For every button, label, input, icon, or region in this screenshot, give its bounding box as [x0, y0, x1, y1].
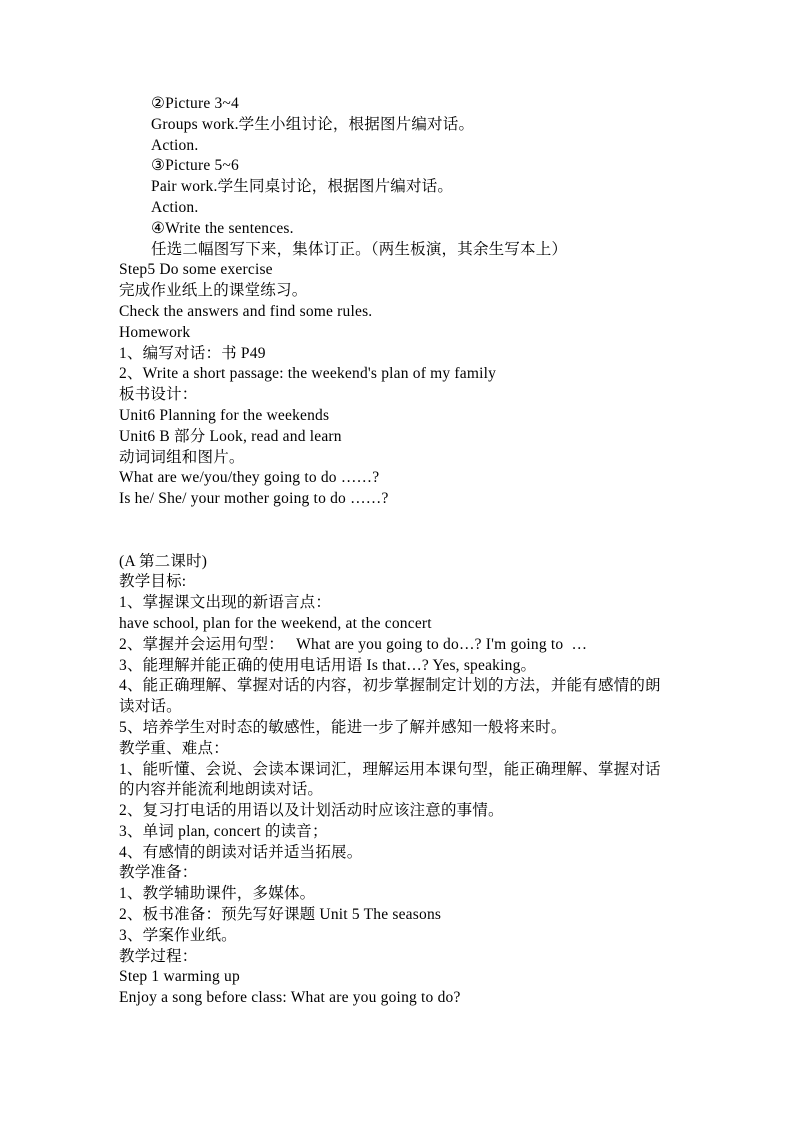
- text-line: Unit6 B 部分 Look, read and learn: [119, 427, 342, 445]
- text-line: 3、学案作业纸。: [119, 926, 237, 944]
- text-line: Step 1 warming up: [119, 968, 240, 986]
- text-line: Enjoy a song before class: What are you going to do?: [119, 989, 461, 1007]
- text-line: 板书设计：: [119, 386, 198, 404]
- text-line: 5、培养学生对时态的敏感性，能进一步了解并感知一般将来时。: [119, 718, 567, 736]
- blank-line: [119, 531, 681, 552]
- text-line: ②Picture 3~4: [151, 95, 239, 112]
- text-line: Pair work.学生同桌讨论，根据图片编对话。: [151, 178, 454, 196]
- text-line: 4、有感情的朗读对话并适当拓展。: [119, 843, 363, 861]
- text-line: Action.: [151, 136, 199, 154]
- text-line: 2、复习打电话的用语以及计划活动时应该注意的事情。: [119, 802, 504, 820]
- text-line: 完成作业纸上的课堂练习。: [119, 282, 308, 300]
- text-line: ④Write the sentences.: [151, 219, 294, 237]
- text-line: 3、能理解并能正确的使用电话用语 Is that…? Yes, speaking。: [119, 656, 537, 674]
- text-line: Step5 Do some exercise: [119, 261, 273, 279]
- text-line: 教学重、难点：: [119, 739, 229, 757]
- text-line: 1、掌握课文出现的新语言点：: [119, 594, 332, 612]
- text-line: have school, plan for the weekend, at the concert: [119, 614, 432, 632]
- text-line: 1、能听懂、会说、会读本课词汇，理解运用本课句型，能正确理解、掌握对话: [119, 760, 661, 778]
- text-line: (A 第二课时): [119, 552, 208, 570]
- text-line: Groups work.学生小组讨论，根据图片编对话。: [151, 115, 475, 133]
- text-line: 的内容并能流利地朗读对话。: [119, 781, 324, 799]
- text-line: Homework: [119, 323, 191, 341]
- text-line: 动词词组和图片。: [119, 448, 245, 466]
- blank-line: [119, 510, 681, 531]
- text-line: 读对话。: [119, 698, 182, 716]
- document-content: [119, 94, 681, 1009]
- text-line: 教学准备：: [119, 864, 198, 882]
- text-line: 4、能正确理解、掌握对话的内容，初步掌握制定计划的方法，并能有感情的朗: [119, 677, 661, 695]
- text-line: 2、Write a short passage: the weekend's plan of my family: [119, 365, 497, 383]
- text-line: 3、单词 plan, concert 的读音；: [119, 822, 328, 840]
- text-line: What are we/you/they going to do ……?: [119, 469, 380, 487]
- text-line: 1、教学辅助课件，多媒体。: [119, 885, 316, 903]
- text-line: ③Picture 5~6: [151, 157, 239, 175]
- text-line: 1、编写对话：书 P49: [119, 344, 266, 362]
- text-line: 教学目标:: [119, 573, 187, 591]
- text-line: 教学过程：: [119, 947, 198, 965]
- text-line: 2、掌握并会运用句型： What are you going to do…? I'm going to …: [119, 635, 588, 653]
- text-line: Unit6 Planning for the weekends: [119, 406, 330, 424]
- text-line: 任选二幅图写下来，集体订正。（两生板演，其余生写本上）: [151, 240, 568, 258]
- text-line: Check the answers and find some rules.: [119, 302, 373, 320]
- text-line: Action.: [151, 198, 199, 216]
- text-line: Is he/ She/ your mother going to do ……?: [119, 490, 389, 508]
- text-line: 2、板书准备：预先写好课题 Unit 5 The seasons: [119, 906, 442, 924]
